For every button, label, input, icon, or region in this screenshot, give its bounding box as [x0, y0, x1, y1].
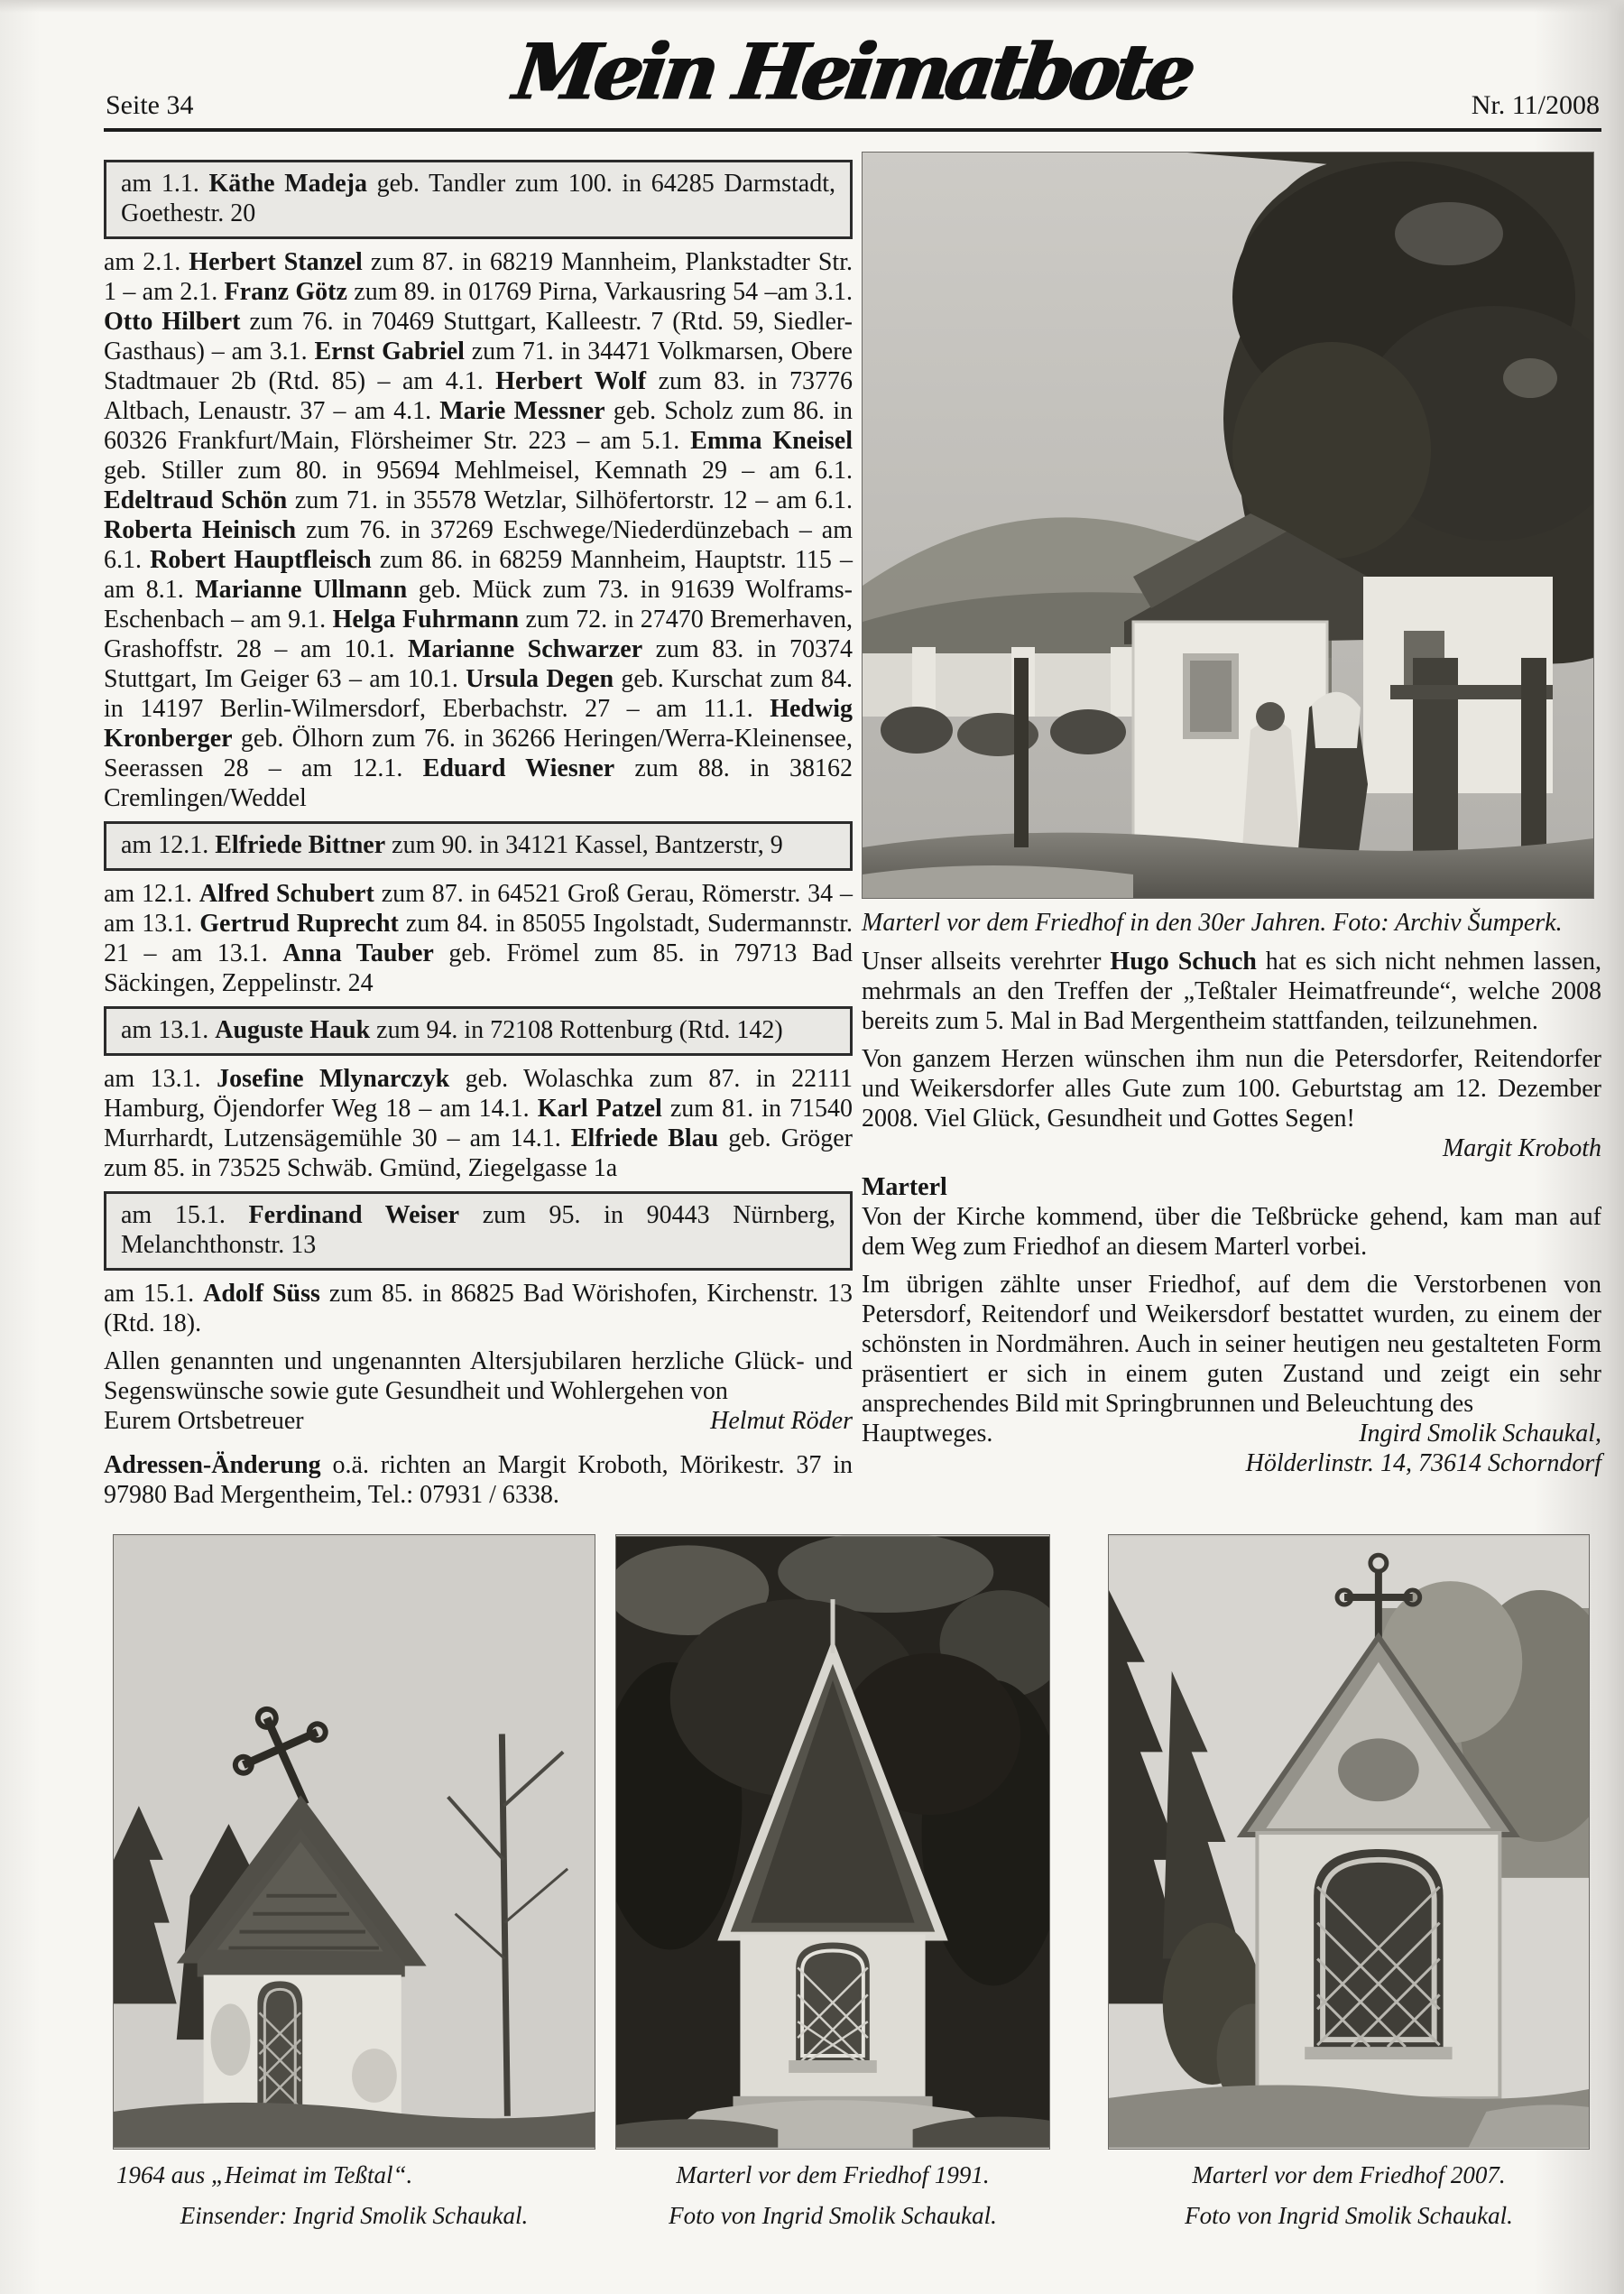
caption-line-2: Foto von Ingrid Smolik Schaukal. [669, 2202, 997, 2229]
jubilee-paragraph-4: am 15.1. Adolf Süss zum 85. in 86825 Bad Wörishofen, Kirchenstr. 13 (Rtd. 18). [104, 1280, 853, 1337]
photo-marterl-1930s [862, 152, 1594, 899]
author-signature-ingrid-smolik: Ingird Smolik Schaukal, [1359, 1420, 1601, 1448]
bottom-photo-cell-2007 [1108, 1534, 1590, 2236]
right-column [862, 152, 1601, 1478]
jubilee-paragraph-3: am 13.1. Josefine Mlynarczyk geb. Wolaschka zum 87. in 22111 Hamburg, Öjendorfer Weg 18 – am 14.1. Karl Patzel zum 81. in 71540 Murrhardt, Lutzensägemühle 30 – am 14.1. Elfriede Blau geb. Gröger zum 85. in 73525 Schwäb. Gmünd, Ziegelgasse 1a [104, 1065, 853, 1182]
caption-line-2: Foto von Ingrid Smolik Schaukal. [1185, 2202, 1513, 2229]
left-column [104, 152, 853, 1518]
greetings-paragraph: Allen genannten und ungenannten Altersjubilaren herzliche Glück- und Segenswünsche sowie gute Gesundheit und Wohlergehen von [104, 1347, 853, 1405]
photo-marterl-1964 [113, 1534, 595, 2150]
photo-caption-2007 [1108, 2155, 1590, 2236]
author-address-line: Hölderlinstr. 14, 73614 Schorndorf [1245, 1449, 1601, 1477]
article-paragraph-marterl-2: Im übrigen zählte unser Friedhof, auf dem die Verstorbenen von Petersdorf, Reitendorf und Weikersdorf bestattet wurden, zu einem der schönsten in Nordmähren. Auch in seiner heutigen neu gestalteten Form präsentiert er sich in einem guten Zustand und zeigt ein sehr ansprechendes Bild mit Springbrunnen und Beleuchtung des [862, 1271, 1601, 1418]
marterl-signature-row [862, 1419, 1601, 1448]
bottom-photo-strip [113, 1534, 1610, 2236]
article-paragraph-marterl-1: Von der Kirche kommend, über die Teßbrücke gehend, kam man auf dem Weg zum Friedhof an diesem Marterl vorbei. [862, 1203, 1601, 1261]
section-heading-marterl: Marterl [862, 1173, 947, 1201]
article-paragraph-congratulations: Von ganzem Herzen wünschen ihm nun die Petersdorfer, Reitendorfer und Weikersdorfer alles Gute zum 100. Geburtstag am 12. Dezember 2008. Viel Glück, Gesundheit und Gottes Segen! [862, 1045, 1601, 1133]
jubilee-box-1: am 1.1. Käthe Madeja geb. Tandler zum 100. in 64285 Darmstadt, Goethestr. 20 [104, 160, 853, 239]
photo-caption-1930s: Marterl vor dem Friedhof in den 30er Jahren. Foto: Archiv Šumperk. [862, 909, 1563, 937]
bottom-photo-cell-1964 [113, 1534, 595, 2236]
jubilee-paragraph-2: am 12.1. Alfred Schubert zum 87. in 64521 Groß Gerau, Römerstr. 34 – am 13.1. Gertrud Ruprecht zum 84. in 85055 Ingolstadt, Sudermannstr. 21 – am 13.1. Anna Tauber geb. Frömel zum 85. in 79713 Bad Säckingen, Zeppelinstr. 24 [104, 880, 853, 997]
page-number-label: Seite 34 [106, 90, 194, 120]
masthead-logo: Mein Heimatbote [509, 26, 1196, 117]
author-signature-helmut-roeder: Helmut Röder [710, 1407, 853, 1435]
caption-line-1: Marterl vor dem Friedhof 2007. [1192, 2161, 1506, 2188]
greetings-closing: Eurem Ortsbetreuer [104, 1407, 304, 1435]
photo-gap [1050, 1534, 1108, 2236]
caption-line-1: 1964 aus „Heimat im Teßtal“. [116, 2161, 413, 2188]
paragraph-end-word: Hauptweges. [862, 1420, 993, 1448]
jubilee-box-4: am 15.1. Ferdinand Weiser zum 95. in 90443 Nürnberg, Melanchthonstr. 13 [104, 1191, 853, 1271]
greetings-signature-row [104, 1406, 853, 1436]
photo-gap [595, 1534, 615, 2236]
bottom-photo-cell-1991 [615, 1534, 1050, 2236]
photo-caption-1964 [113, 2155, 595, 2236]
photo-caption-1991 [615, 2155, 1050, 2236]
photo-marterl-2007 [1108, 1534, 1590, 2150]
caption-line-1: Marterl vor dem Friedhof 1991. [676, 2161, 990, 2188]
jubilee-box-2: am 12.1. Elfriede Bittner zum 90. in 34121 Kassel, Bantzerstr, 9 [104, 821, 853, 871]
article-paragraph-hugo-schuch: Unser allseits verehrter Hugo Schuch hat es sich nicht nehmen lassen, mehrmals an den Treffen der „Teßtaler Heimatfreunde“, welche 2008 bereits zum 5. Mal in Bad Mergentheim stattfanden, teilzunehmen. [862, 948, 1602, 1035]
page-header [104, 0, 1601, 132]
address-change-note: Adressen-Änderung o.ä. richten an Margit Kroboth, Mörikestr. 37 in 97980 Bad Mergentheim, Tel.: 07931 / 6338. [104, 1451, 853, 1509]
caption-line-2: Einsender: Ingrid Smolik Schaukal. [180, 2202, 529, 2229]
author-signature-margit-kroboth: Margit Kroboth [1442, 1134, 1601, 1162]
jubilee-paragraph-1: am 2.1. Herbert Stanzel zum 87. in 68219 Mannheim, Plankstadter Str. 1 – am 2.1. Franz Götz zum 89. in 01769 Pirna, Varkausring 54 –am 3.1. Otto Hilbert zum 76. in 70469 Stuttgart, Kalleestr. 7 (Rtd. 59, Siedler-Gasthaus) – am 3.1. Ernst Gabriel zum 71. in 34471 Volkmarsen, Obere Stadtmauer 2b (Rtd. 85) – am 4.1. Herbert Wolf zum 83. in 73776 Altbach, Lenaustr. 37 – am 4.1. Marie Messner geb. Scholz zum 86. in 60326 Frankfurt/Main, Flörsheimer Str. 223 – am 5.1. Emma Kneisel geb. Stiller zum 80. in 95694 Mehlmeisel, Kemnath 29 – am 6.1. Edeltraud Schön zum 71. in 35578 Wetzlar, Silhöfertorstr. 12 – am 6.1. Roberta Heinisch zum 76. in 37269 Eschwege/Niederdünzebach – am 6.1. Robert Hauptfleisch zum 86. in 68259 Mannheim, Hauptstr. 115 – am 8.1. Marianne Ullmann geb. Mück zum 73. in 91639 Wolframs-Eschenbach – am 9.1. Helga Fuhrmann zum 72. in 27470 Bremerhaven, Grashoffstr. 28 – am 10.1. Marianne Schwarzer zum 83. in 70374 Stuttgart, Im Geiger 63 – am 10.1. Ursula Degen geb. Kurschat zum 84. in 14197 Berlin-Wilmersdorf, Eberbachstr. 27 – am 11.1. Hedwig Kronberger geb. Ölhorn zum 76. in 36266 Heringen/Werra-Kleinensee, Seerassen 28 – am 12.1. Eduard Wiesner zum 88. in 38162 Cremlingen/Weddel [104, 248, 854, 812]
jubilee-box-3: am 13.1. Auguste Hauk zum 94. in 72108 Rottenburg (Rtd. 142) [104, 1006, 853, 1056]
photo-marterl-1991 [615, 1534, 1050, 2150]
issue-number-label: Nr. 11/2008 [1471, 90, 1600, 120]
